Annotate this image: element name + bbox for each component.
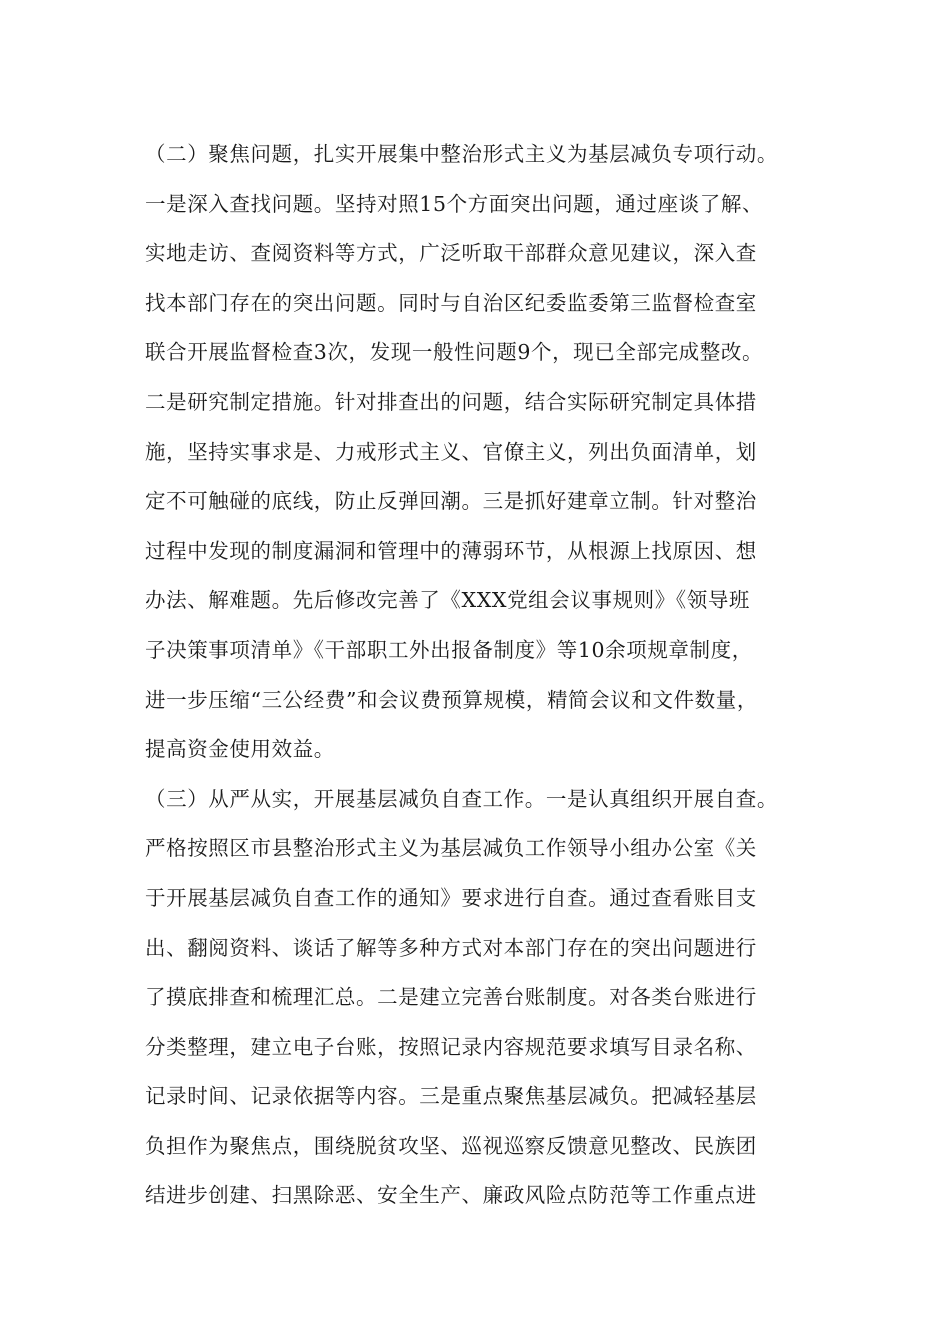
text-line: 提高资金使用效益。 [145, 737, 335, 762]
text-line: 分类整理，建立电子台账，按照记录内容规范要求填写目录名称、 [145, 1034, 757, 1059]
text-line: 于开展基层减负自查工作的通知》要求进行自查。通过查看账目支 [145, 885, 757, 910]
text-line: 子决策事项清单》《干部职工外出报备制度》等10余项规章制度， [145, 637, 753, 662]
text-line: 记录时间、记录依据等内容。三是重点聚焦基层减负。把减轻基层 [145, 1084, 757, 1109]
text-line: 结进步创建、扫黑除恶、安全生产、廉政风险点防范等工作重点进 [145, 1183, 757, 1208]
text-line: 负担作为聚焦点，围绕脱贫攻坚、巡视巡察反馈意见整改、民族团 [145, 1133, 757, 1158]
text-line: 定不可触碰的底线，防止反弹回潮。三是抓好建章立制。针对整治 [145, 489, 757, 514]
text-line: 进一步压缩“三公经费”和会议费预算规模，精简会议和文件数量， [145, 687, 758, 712]
text-line: 了摸底排查和梳理汇总。二是建立完善台账制度。对各类台账进行 [145, 985, 757, 1010]
text-line: （二）聚焦问题，扎实开展集中整治形式主义为基层减负专项行动。 [145, 142, 778, 166]
text-line: 办法、解难题。先后修改完善了《XXX党组会议事规则》《领导班 [145, 588, 751, 613]
text-line: （三）从严从实，开展基层减负自查工作。一是认真组织开展自查。 [145, 786, 778, 811]
text-line: 联合开展监督检查3次，发现一般性问题9个，现已全部完成整改。 [145, 340, 764, 365]
text-line: 实地走访、查阅资料等方式，广泛听取干部群众意见建议，深入查 [145, 241, 757, 266]
text-line: 过程中发现的制度漏洞和管理中的薄弱环节，从根源上找原因、想 [145, 538, 757, 563]
text-line: 出、翻阅资料、谈话了解等多种方式对本部门存在的突出问题进行 [145, 935, 757, 960]
text-line: 一是深入查找问题。坚持对照15个方面突出问题，通过座谈了解、 [145, 191, 764, 216]
text-line: 严格按照区市县整治形式主义为基层减负工作领导小组办公室《关 [145, 836, 757, 861]
text-line: 二是研究制定措施。针对排查出的问题，结合实际研究制定具体措 [145, 389, 757, 414]
text-line: 施，坚持实事求是、力戒形式主义、官僚主义，列出负面清单，划 [145, 439, 757, 464]
body-text [145, 130, 845, 1221]
text-line: 找本部门存在的突出问题。同时与自治区纪委监委第三监督检查室 [145, 290, 757, 315]
